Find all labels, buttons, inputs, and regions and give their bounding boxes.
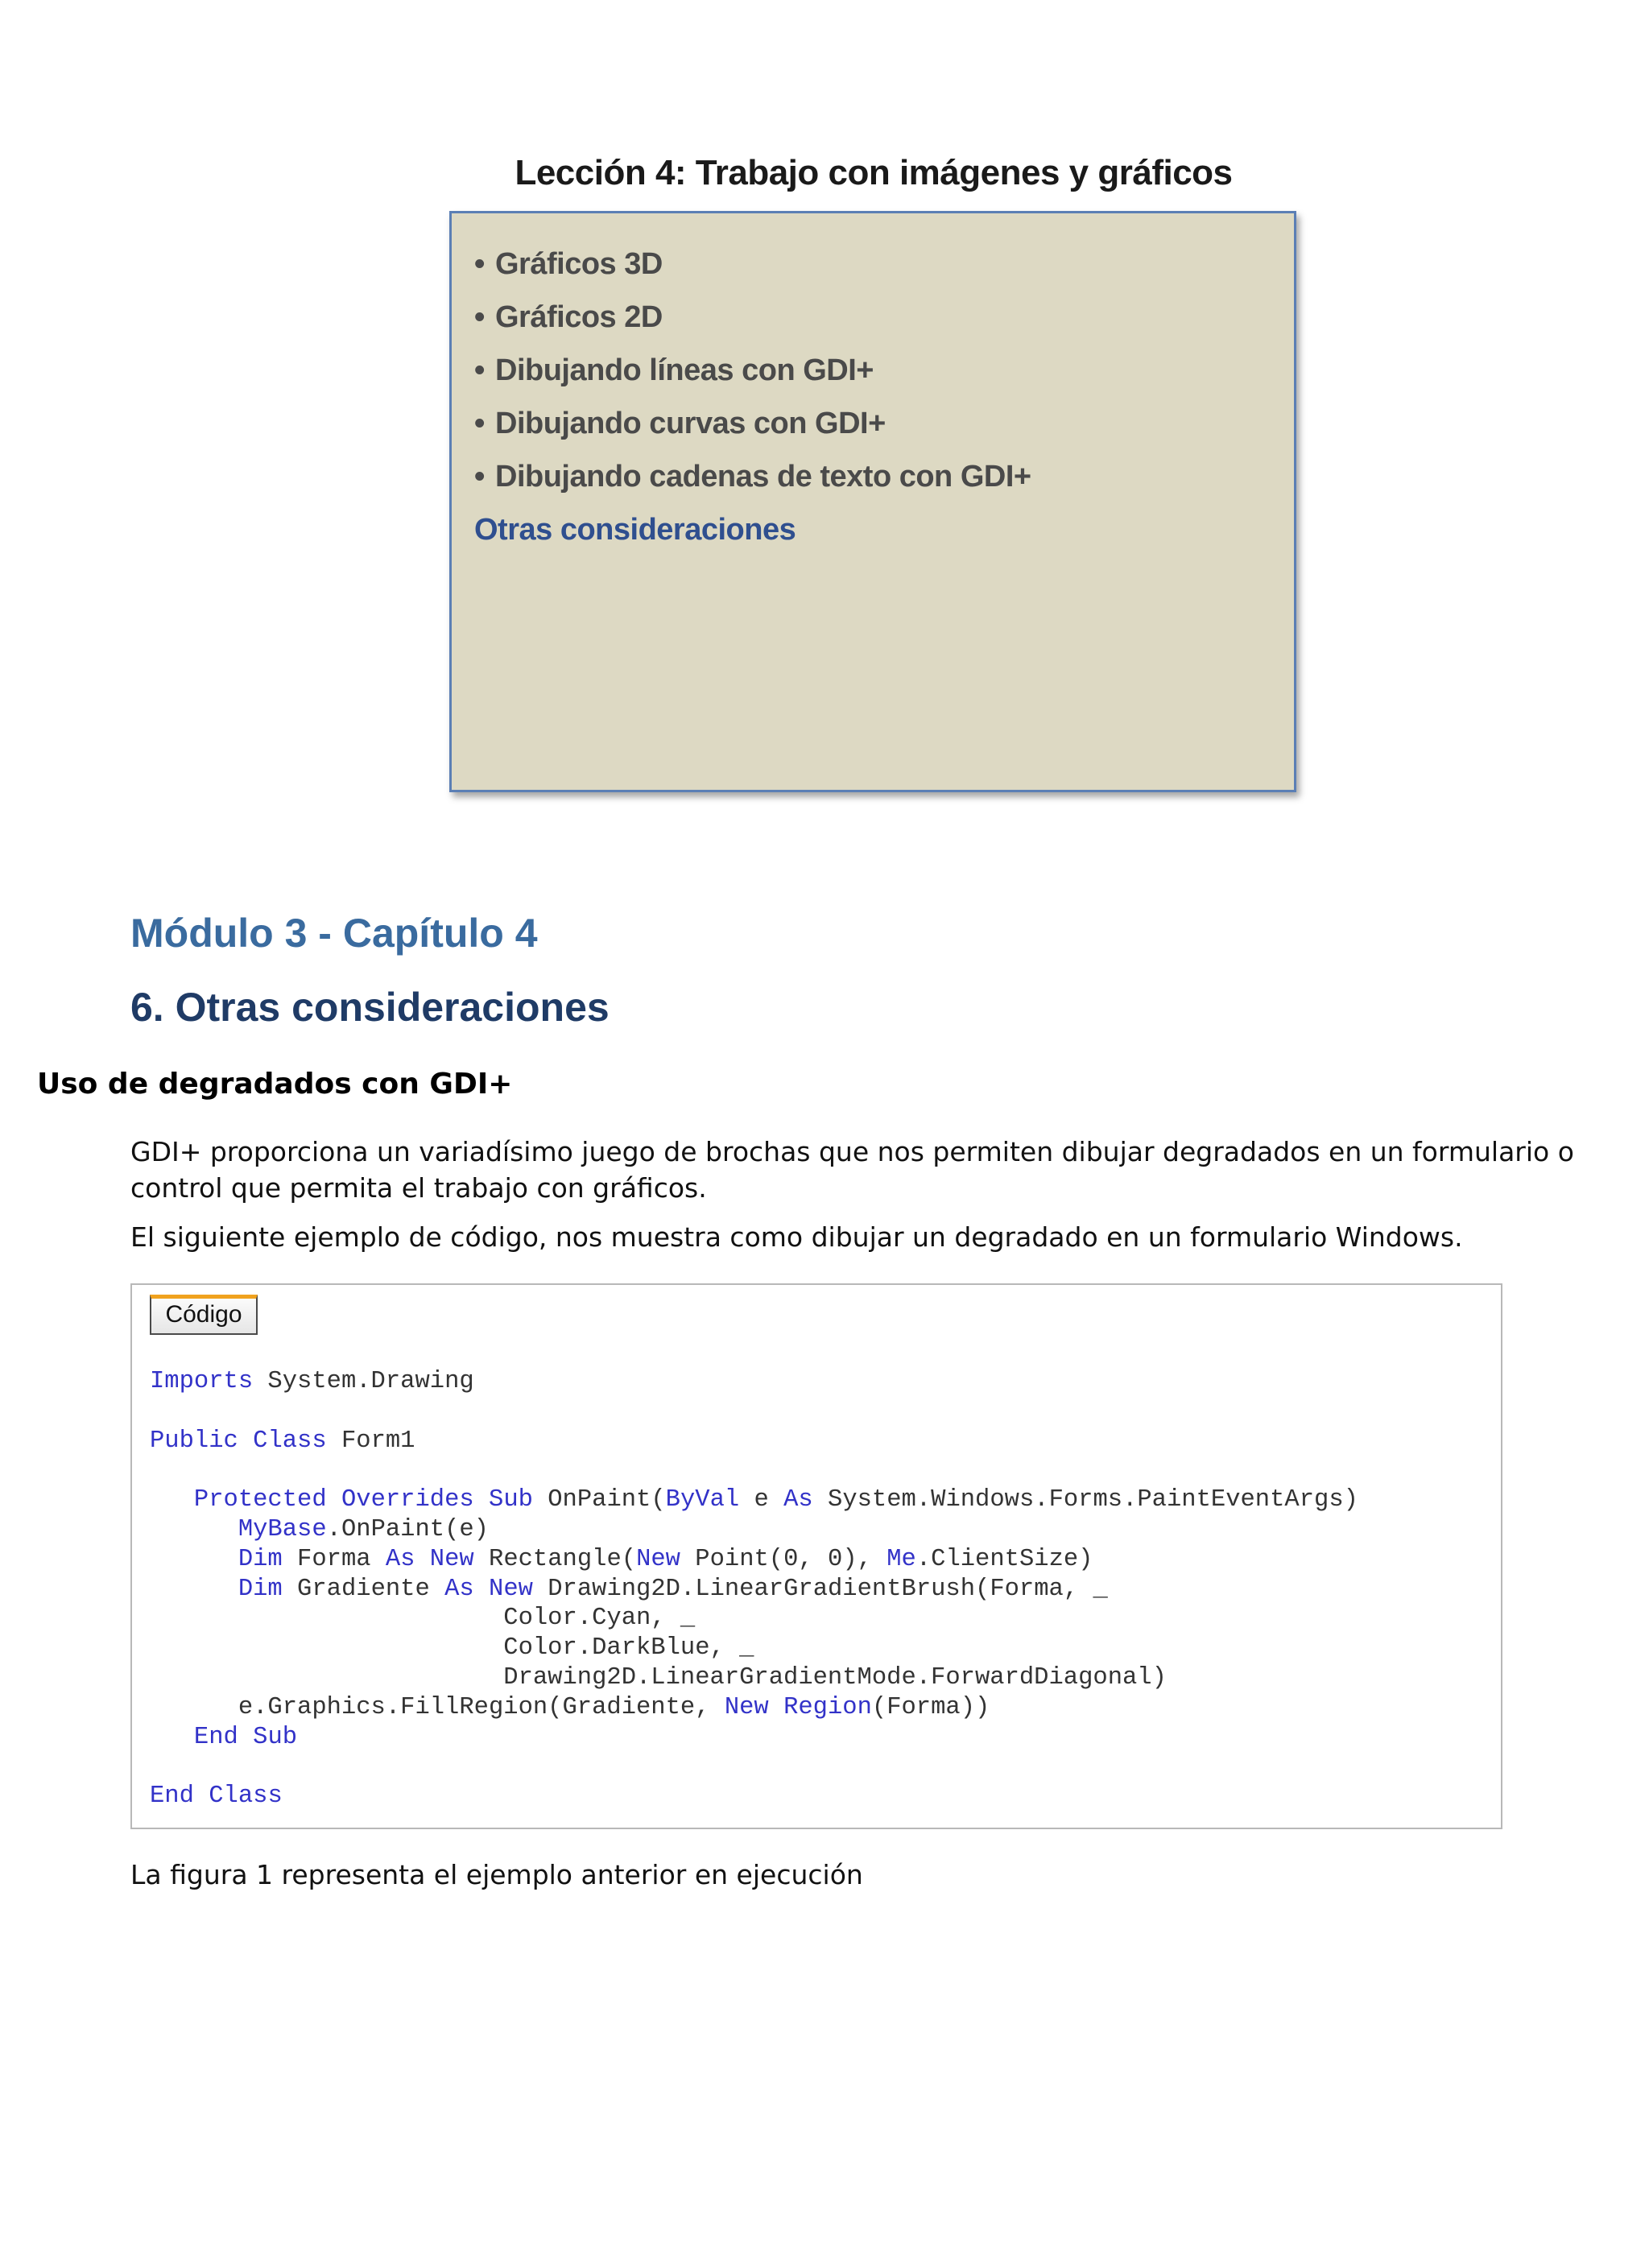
- code-text: [150, 1724, 194, 1751]
- code-line: [150, 1724, 297, 1751]
- code-text: [238, 1427, 253, 1455]
- code-text: [474, 1576, 489, 1603]
- code-text: Point(0, 0),: [680, 1545, 887, 1573]
- code-keyword: Me: [886, 1545, 916, 1573]
- code-keyword: End: [150, 1783, 194, 1811]
- figure-caption-paragraph: La figura 1 representa el ejemplo anterior en ejecución: [130, 1859, 863, 1890]
- code-text: .OnPaint(e): [326, 1515, 489, 1543]
- slide-panel: [449, 211, 1296, 792]
- code-keyword: Dim: [238, 1545, 283, 1573]
- code-keyword: New: [724, 1693, 769, 1721]
- code-keyword: As: [385, 1545, 415, 1573]
- code-keyword: Region: [783, 1693, 872, 1721]
- code-line: [150, 1486, 1358, 1514]
- code-text: Gradiente: [282, 1575, 445, 1603]
- slide-topic-label: Dibujando curvas con GDI+: [495, 407, 886, 440]
- bullet-icon: •: [474, 407, 485, 440]
- intro-paragraph: GDI+ proporciona un variadísimo juego de brochas que nos permiten dibujar degradados en un formulario o control que permita el trabajo con gráficos.: [130, 1136, 1574, 1204]
- code-text: Forma: [282, 1545, 386, 1573]
- subsection-title: Uso de degradados con GDI+: [37, 1068, 513, 1101]
- code-line: [150, 1576, 1108, 1603]
- slide-topic-item: [474, 450, 1294, 503]
- code-text: Form1: [326, 1427, 415, 1455]
- code-text: Rectangle(: [473, 1545, 637, 1573]
- slide-topic-list: [452, 213, 1294, 556]
- code-text: e: [739, 1486, 784, 1514]
- code-text: .ClientSize): [915, 1545, 1093, 1573]
- code-text: (Forma)): [871, 1693, 990, 1721]
- code-text: [150, 1546, 238, 1573]
- slide-topic-item: [474, 397, 1294, 450]
- code-text: Color.DarkBlue, _: [150, 1634, 754, 1663]
- code-line: [150, 1694, 990, 1721]
- code-text: [150, 1486, 194, 1514]
- slide-title: Lección 4: Trabajo con imágenes y gráficos: [515, 153, 1233, 192]
- code-keyword: Dim: [238, 1575, 283, 1603]
- code-keyword: Public: [150, 1427, 238, 1455]
- code-keyword: As: [783, 1486, 813, 1514]
- code-keyword: Class: [209, 1783, 283, 1811]
- code-line: [150, 1546, 1093, 1573]
- code-keyword: As: [444, 1575, 474, 1603]
- code-text: Drawing2D.LinearGradientBrush(Forma, _: [532, 1575, 1108, 1603]
- bullet-icon: •: [474, 353, 485, 387]
- code-keyword: ByVal: [665, 1486, 740, 1514]
- code-text: [474, 1486, 489, 1514]
- code-line: [150, 1427, 415, 1455]
- code-label: Código: [150, 1295, 258, 1335]
- code-line: [150, 1664, 1167, 1692]
- slide-topic-item: [474, 291, 1294, 344]
- module-title: Módulo 3 - Capítulo 4: [130, 911, 538, 956]
- slide-topic-label: Dibujando cadenas de texto con GDI+: [495, 460, 1031, 494]
- code-text: System.Windows.Forms.PaintEventArgs): [812, 1486, 1358, 1514]
- section-title: 6. Otras consideraciones: [130, 985, 610, 1030]
- slide-topic-label: Gráficos 2D: [495, 300, 663, 334]
- code-keyword: Class: [253, 1427, 327, 1455]
- bullet-icon: •: [474, 300, 485, 334]
- code-keyword: End: [193, 1723, 238, 1751]
- code-text: [150, 1516, 238, 1543]
- code-text: [327, 1486, 341, 1514]
- slide-topic-item: [474, 238, 1294, 291]
- code-line: [150, 1605, 695, 1632]
- code-text: [769, 1694, 783, 1721]
- code-listing: [150, 1367, 1358, 1812]
- code-text: Color.Cyan, _: [150, 1605, 696, 1633]
- slide-topic-label: Gráficos 3D: [495, 247, 663, 281]
- code-keyword: Sub: [253, 1723, 298, 1751]
- bullet-icon: •: [474, 247, 485, 281]
- code-keyword: MyBase: [238, 1515, 327, 1543]
- code-text: e.Graphics.FillRegion(Gradiente,: [150, 1693, 725, 1721]
- slide-topic-label: Dibujando líneas con GDI+: [495, 353, 874, 387]
- code-keyword: Sub: [489, 1486, 533, 1514]
- code-text: [194, 1783, 209, 1810]
- code-text: [415, 1546, 429, 1573]
- code-text: System.Drawing: [253, 1368, 474, 1395]
- code-text: [238, 1724, 253, 1751]
- code-keyword: New: [429, 1545, 474, 1573]
- code-line: [150, 1516, 489, 1543]
- slide-current-topic: Otras consideraciones: [474, 513, 796, 547]
- code-line: [150, 1368, 474, 1395]
- code-keyword: Protected: [193, 1486, 327, 1514]
- code-text: Drawing2D.LinearGradientMode.ForwardDiagonal): [150, 1663, 1167, 1692]
- code-line: [150, 1783, 283, 1810]
- code-keyword: New: [489, 1575, 533, 1603]
- code-box: [130, 1283, 1502, 1829]
- code-keyword: Overrides: [341, 1486, 474, 1514]
- code-keyword: New: [636, 1545, 680, 1573]
- example-paragraph: El siguiente ejemplo de código, nos muestra como dibujar un degradado en un formulario Windows.: [130, 1221, 1463, 1253]
- bullet-icon: •: [474, 460, 485, 494]
- code-text: [150, 1576, 238, 1603]
- code-keyword: Imports: [150, 1368, 254, 1395]
- code-line: [150, 1634, 754, 1662]
- slide-topic-item: [474, 344, 1294, 397]
- code-text: OnPaint(: [532, 1486, 666, 1514]
